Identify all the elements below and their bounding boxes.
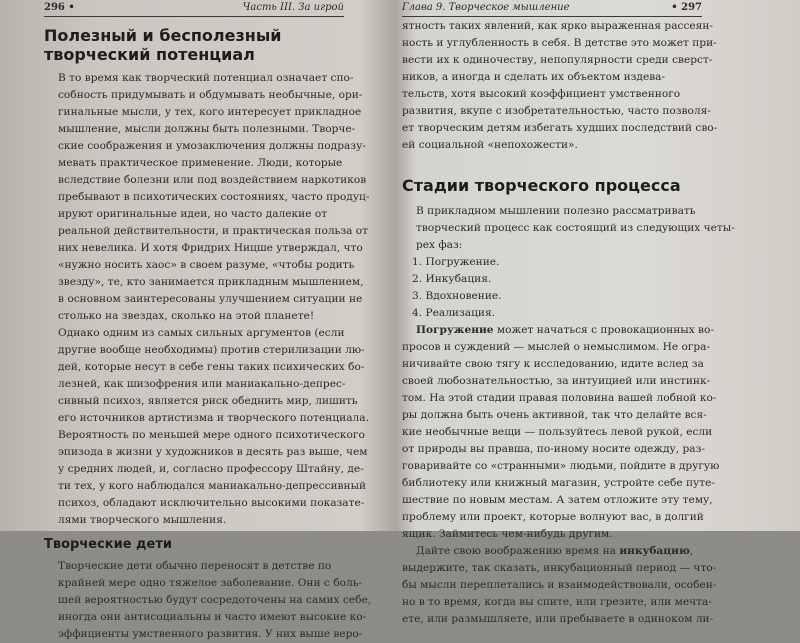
stage-item: 2. Инкубация. — [412, 273, 492, 285]
text-line: рех фаз: — [416, 239, 463, 251]
text-line: ры должна быть очень активной, так что делайте вся- — [402, 409, 707, 421]
text-line: ей социальной «непохожести». — [402, 139, 578, 151]
text-line: вести их к одиночеству, непопулярности среди сверст- — [402, 54, 713, 66]
text-line: просов и суждений — мыслей о немыслимом. Не огра- — [402, 341, 711, 353]
text-line: гинальные мысли, у тех, кого интересует прикладное — [58, 106, 362, 118]
text-line: вследствие болезни или под воздействием наркотиков — [58, 174, 367, 186]
left-paragraph-2 — [44, 325, 369, 529]
text-line: от природы вы правша, по-иному носите одежду, раз- — [402, 443, 705, 455]
text-line: библиотеку или книжный магазин, устройте себе путе- — [402, 477, 715, 489]
right-running-header — [402, 2, 702, 17]
text-line: собность придумывать и обдумывать необычные, ори- — [58, 89, 363, 101]
right-page — [402, 0, 735, 625]
text-line: мышление, мысли должны быть полезными. Творче- — [58, 123, 356, 135]
text-line: Творческие дети обычно переносят в детстве по — [58, 560, 332, 572]
text-line: ти тех, у кого наблюдался маниакально-депрессивный — [58, 480, 367, 492]
text-line: бы мысли переплетались и взаимодействовали, особен- — [402, 579, 717, 591]
text-line: эпизода в жизни у художников в десять раз выше, чем — [58, 446, 368, 458]
text-line: ет творческим детям избегать худших последствий сво- — [402, 122, 718, 134]
text-line: ируют оригинальные идеи, но часто далекие от — [58, 208, 328, 220]
text-line: крайней мере одно тяжелое заболевание. Они с боль- — [58, 577, 363, 589]
term-incubation: инкубацию — [619, 545, 690, 557]
right-section-heading: Стадии творческого процесса — [402, 176, 681, 195]
left-page-number: 296 • — [44, 2, 75, 13]
left-page — [44, 0, 384, 640]
text-line: психоз, обладают исключительно высокими показате- — [58, 497, 365, 509]
text-line: иногда они антисоциальны и часто имеют высокие ко- — [58, 611, 367, 623]
text-line: шествие по новым местам. А затем отложите эту тему, — [402, 494, 713, 506]
text-line: Однако одним из самых сильных аргументов (если — [58, 327, 345, 339]
text-line: своей любознательностью, за интуицией или инстинк- — [402, 375, 711, 387]
text-line: эффициенты умственного развития. У них выше веро- — [58, 628, 363, 640]
right-paragraph-4-first: Дайте свою воображению время на — [416, 545, 620, 557]
text-line: «нужно носить хаос» в своем разуме, «чтобы родить — [58, 259, 355, 271]
text-line: другие вообще необходимы) против стерилизации лю- — [58, 344, 365, 356]
left-paragraph-1 — [44, 70, 370, 325]
text-line: ете, или размышляете, или пребываете в одиноком ли- — [402, 613, 714, 625]
text-line: мевать практическое применение. Люди, которые — [58, 157, 343, 169]
text-line: ятность таких явлений, как ярко выраженная рассеян- — [402, 20, 713, 32]
stages-list — [402, 254, 702, 322]
right-paragraph-4: Дайте свою воображению время на инкубацию, выдержите, так сказать, инкубационный период — что- бы мысли переплетались и взаимодействовали, особен- но в то время, когда вы спите, или грезите, или мечта- ете, или размышляете, или пребываете в одиноком ли- — [402, 543, 702, 628]
text-line: сивный психоз, является риск обеднить мир, лишить — [58, 395, 358, 407]
text-line: ские соображения и умозаключения должны подразу- — [58, 140, 366, 152]
text-line: Вероятность по меньшей мере одного психотического — [58, 429, 365, 441]
text-line: В прикладном мышлении полезно рассматривать — [416, 205, 696, 217]
text-line: В то время как творческий потенциал означает спо- — [58, 72, 354, 84]
text-line: в основном заинтересованы улучшением ситуации не — [58, 293, 363, 305]
text-line: звезду», те, кто занимается прикладным мышлением, — [58, 276, 364, 288]
right-paragraph-2 — [402, 203, 735, 254]
right-running-title: Глава 9. Творческое мышление — [402, 2, 570, 13]
left-running-header — [44, 2, 344, 17]
right-paragraph-3 — [402, 322, 720, 543]
right-paragraph-3-first: может начаться с провокационных во- — [493, 324, 714, 336]
text-line: выдержите, так сказать, инкубационный период — что- — [402, 562, 717, 574]
text-line: ность и углубленность в себя. В детстве это может при- — [402, 37, 717, 49]
left-paragraph-3 — [44, 558, 372, 643]
text-line: но в то время, когда вы спите, или грезите, или мечта- — [402, 596, 712, 608]
text-line: развития, вкупе с изобретательностью, часто позволя- — [402, 105, 711, 117]
text-line: ящик. Займитесь чем-нибудь другим. — [402, 528, 613, 540]
text-line: его источников артистизма и творческого потенциала. — [58, 412, 369, 424]
text-line: них невелика. И хотя Фридрих Ницше утверждал, что — [58, 242, 363, 254]
text-line: ничивайте свою тягу к исследованию, идите вслед за — [402, 358, 704, 370]
text-line: лезней, как шизофрения или маниакально-депрес- — [58, 378, 346, 390]
text-line: проблему или проект, которые волнуют вас, в долгий — [402, 511, 704, 523]
text-line: кие необычные вещи — пользуйтесь левой рукой, если — [402, 426, 713, 438]
text-line: ников, а иногда и сделать их объектом издева- — [402, 71, 666, 83]
stage-item: 3. Вдохновение. — [412, 290, 502, 302]
right-paragraph-1 — [402, 18, 718, 154]
text-line: тельств, хотя высокий коэффициент умственного — [402, 88, 681, 100]
term-immersion: Погружение — [416, 324, 494, 336]
text-line: творческий процесс как состоящий из следующих четы- — [416, 222, 735, 234]
text-line: лями творческого мышления. — [58, 514, 227, 526]
text-line: говаривайте со «странными» людьми, пойдите в другую — [402, 460, 720, 472]
text-line: у средних людей, и, согласно профессору Штайну, де- — [58, 463, 364, 475]
text-line: дей, которые несут в себе гены таких психических бо- — [58, 361, 365, 373]
left-running-title: Часть III. За игрой — [242, 2, 344, 13]
text-line: шей вероятностью будут сосредоточены на самих себе, — [58, 594, 372, 606]
text-line: столько на звездах, сколько на этой планете! — [58, 310, 315, 322]
text-line: том. На этой стадии правая половина вашей лобной ко- — [402, 392, 717, 404]
stage-item: 4. Реализация. — [412, 307, 495, 319]
text-line: реальной действительности, и практическая польза от — [58, 225, 369, 237]
right-page-number: • 297 — [671, 2, 702, 13]
left-subheading: Творческие дети — [44, 537, 173, 552]
stage-item: 1. Погружение. — [412, 256, 500, 268]
text-line: пребывают в психотических состояниях, часто продуц- — [58, 191, 370, 203]
left-section-heading: Полезный и бесполезный творческий потенциал — [44, 26, 282, 64]
